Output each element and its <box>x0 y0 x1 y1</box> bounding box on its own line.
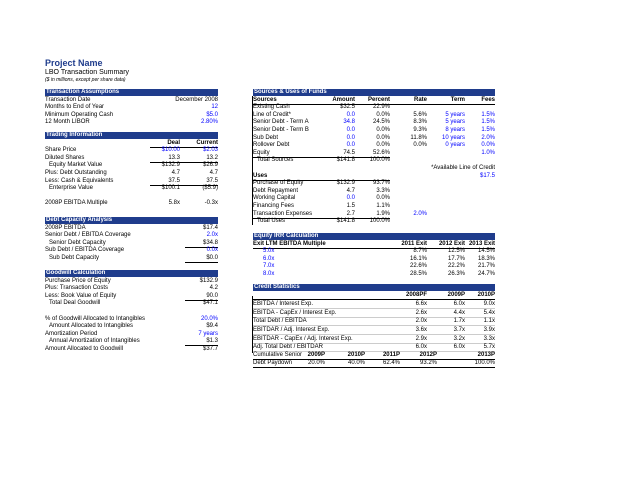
irr-year-header: 2012 Exit <box>438 240 465 247</box>
source-percent: 24.5% <box>372 119 390 126</box>
section-header-equity-irr: Equity IRR Calculation <box>253 233 495 240</box>
irr-value: 28.5% <box>409 271 427 277</box>
source-rate <box>400 150 427 157</box>
irr-year-header: 2013 Exit <box>468 240 495 247</box>
source-percent: 52.6% <box>372 149 390 156</box>
su-col-fees: Fees <box>481 96 495 103</box>
cs-year-header: 2009P <box>447 291 465 298</box>
source-term: 10 years <box>441 134 465 141</box>
ti-row-label: Diluted Shares <box>45 154 85 161</box>
use-extra <box>400 188 427 195</box>
source-term: 5 years <box>445 111 465 118</box>
ti-row-label: Equity Market Value <box>49 162 103 169</box>
cum-value: 40.0% <box>347 359 365 366</box>
use-amount: 1.5 <box>346 203 355 209</box>
use-label: Purchase of Equity <box>253 180 304 187</box>
dc-row-value: 2.0x <box>206 232 218 239</box>
divider <box>185 262 218 263</box>
source-term: 5 years <box>445 119 465 126</box>
section-header-trading-information: Trading Information <box>45 132 218 139</box>
source-percent: 22.9% <box>372 104 390 111</box>
irr-multiple: 6.0x <box>263 255 275 262</box>
cs-value: 6.0x <box>453 301 465 308</box>
cum-label-2: Debt Paydown <box>253 359 293 366</box>
gw-row-label: % of Goodwill Allocated to Intangibles <box>45 315 146 322</box>
su-col-amount: Amount <box>332 96 355 103</box>
cs-value: 2.0x <box>415 318 427 325</box>
uses-label: Uses <box>253 172 268 179</box>
gw-row-value: $37.7 <box>202 346 218 352</box>
source-rate: 8.3% <box>413 119 427 126</box>
source-label: Existing Cash <box>253 104 290 111</box>
cs-value: 6.0x <box>453 344 465 351</box>
ta-row-value: 2.80% <box>200 119 218 126</box>
source-amount: $32.5 <box>339 104 355 111</box>
total-sources-amount: $141.8 <box>336 157 355 164</box>
source-amount: 0.0 <box>346 134 355 141</box>
use-label: Transaction Expenses <box>253 210 313 217</box>
ti-row-current: 4.7 <box>209 170 218 176</box>
irr-col-label: Exit LTM EBITDA Multiple <box>253 240 326 247</box>
source-fees: 1.5% <box>481 111 495 118</box>
cs-value: 4.4x <box>453 309 465 316</box>
ti-row-label: Plus: Debt Outstanding <box>45 170 107 176</box>
gw-row-label: Amortization Period <box>45 330 98 337</box>
cs-value: 3.7x <box>453 327 465 333</box>
cum-label-1: Cumulative Senior <box>253 352 303 358</box>
ti-row-current: $2.03 <box>202 147 218 154</box>
units-note: ($ in millions, except per share data) <box>45 77 126 83</box>
ti-row-deal: $10.00 <box>161 147 180 154</box>
use-label: Working Capital <box>253 195 296 202</box>
ti-row-current: -0.3x <box>204 200 218 207</box>
irr-value: 14.5% <box>477 248 495 255</box>
cum-value: 20.0% <box>307 359 325 366</box>
cs-row-label: EBITDAR / Adj. Interest Exp. <box>253 327 330 333</box>
use-label: Debt Repayment <box>253 187 299 194</box>
source-term: 8 years <box>445 127 465 133</box>
section-header-credit-statistics: Credit Statistics <box>253 284 495 291</box>
total-uses-label: Total Uses <box>257 218 286 225</box>
irr-value: 24.7% <box>477 271 495 277</box>
source-label: Senior Debt - Term B <box>253 127 309 133</box>
irr-multiple: 7.0x <box>263 263 275 270</box>
project-title: Project Name <box>45 58 103 68</box>
su-col-percent: Percent <box>367 96 390 103</box>
dc-row-value: $17.4 <box>202 224 218 231</box>
irr-value: 21.7% <box>477 263 495 270</box>
cs-value: 5.4x <box>483 309 495 316</box>
table-border <box>252 296 253 353</box>
cs-row-label: EBITDAR - CapEx / Adj. Interest Exp. <box>253 335 353 342</box>
ta-row-label: 12 Month LIBOR <box>45 119 90 126</box>
ti-row-label: 2008P EBITDA Multiple <box>45 200 108 207</box>
gw-row-value: $47.1 <box>202 300 218 307</box>
cs-value: 5.7x <box>483 344 495 351</box>
irr-value: 22.6% <box>409 263 427 270</box>
ti-row-deal: $100.1 <box>161 185 180 192</box>
source-fees: 0.0% <box>481 142 495 149</box>
gw-row-label: Purchase Price of Equity <box>45 277 111 284</box>
cs-year-header: 2010P <box>477 291 495 298</box>
use-extra <box>400 180 427 187</box>
irr-value: 12.5% <box>447 248 465 255</box>
source-fees <box>470 104 495 111</box>
ti-row-deal: 37.5 <box>168 177 180 184</box>
dc-row-label: 2008P EBITDA <box>45 224 86 231</box>
cs-value: 9.0x <box>483 301 495 308</box>
ti-row-current: 13.2 <box>206 154 218 161</box>
gw-row-value: 4.2 <box>209 285 218 292</box>
total-uses-percent: 100.0% <box>369 218 390 225</box>
ti-row-current: 37.5 <box>206 177 218 184</box>
use-extra <box>400 203 427 210</box>
ti-row-current: $26.9 <box>202 162 218 169</box>
source-rate: 0.0% <box>413 142 427 149</box>
page-subtitle: LBO Transaction Summary <box>45 69 130 76</box>
gw-row-label: Total Deal Goodwill <box>49 300 101 307</box>
ti-row-deal: 13.3 <box>168 154 180 161</box>
dc-row-label: Senior Debt Capacity <box>49 239 106 246</box>
ti-row-deal: $132.9 <box>161 162 180 169</box>
dc-row-value: 0.0x <box>206 247 218 254</box>
irr-value: 26.3% <box>447 271 465 277</box>
source-fees: 1.5% <box>481 119 495 126</box>
divider <box>253 367 495 368</box>
ti-row-deal: 4.7 <box>171 170 180 176</box>
total-sources-percent: 100.0% <box>369 157 390 164</box>
divider <box>253 299 495 300</box>
cs-value: 3.9x <box>483 327 495 333</box>
ti-row-label: Less: Cash & Equivalents <box>45 177 114 184</box>
cs-row-label: Adj. Total Debt / EBITDAR <box>253 344 323 351</box>
table-border <box>252 96 253 225</box>
use-extra: 2.0% <box>413 210 427 217</box>
irr-year-header: 2011 Exit <box>401 240 427 247</box>
total-uses-amount: $141.8 <box>336 218 355 225</box>
su-col-sources: Sources <box>253 96 277 103</box>
section-header-debt-capacity: Debt Capacity Analysis <box>45 217 218 224</box>
ti-col-current: Current <box>196 139 218 146</box>
source-term: 0 years <box>445 142 465 149</box>
use-extra <box>400 195 427 202</box>
use-amount: 4.7 <box>346 187 355 194</box>
source-rate <box>400 104 427 111</box>
ti-row-label: Enterprise Value <box>49 185 93 192</box>
source-rate: 9.3% <box>413 127 427 133</box>
source-amount: 34.8 <box>343 119 355 126</box>
cum-year-header: 2011P <box>382 352 400 358</box>
source-amount: 0.0 <box>346 111 355 118</box>
su-col-term: Term <box>450 96 465 103</box>
use-percent: 3.3% <box>376 187 390 194</box>
gw-row-value: 90.0 <box>206 292 218 299</box>
ta-row-label: Minimum Operating Cash <box>45 111 114 118</box>
cs-row-label: Total Debt / EBITDA <box>253 318 307 325</box>
ti-row-deal: 5.8x <box>168 200 180 207</box>
cs-row-label: EBITDA - CapEx / Interest Exp. <box>253 309 337 316</box>
cum-year-header: 2012P <box>419 352 437 358</box>
cum-value: 62.4% <box>382 359 400 366</box>
su-col-rate: Rate <box>413 96 427 103</box>
ta-row-label: Transaction Date <box>45 96 91 103</box>
irr-multiple: 5.0x <box>263 248 275 255</box>
gw-row-label: Plus: Transaction Costs <box>45 285 109 292</box>
irr-value: 18.3% <box>477 255 495 262</box>
cs-value: 1.1x <box>483 318 495 325</box>
ta-row-label: Months to End of Year <box>45 104 105 111</box>
use-percent: 93.7% <box>372 180 390 187</box>
gw-row-value: $9.4 <box>206 323 218 330</box>
source-term <box>435 104 465 111</box>
cs-value: 3.6x <box>415 327 427 333</box>
cs-value: 3.2x <box>453 335 465 342</box>
cs-value: 6.0x <box>415 344 427 351</box>
source-amount: 0.0 <box>346 127 355 133</box>
source-label: Line of Credit* <box>253 111 292 118</box>
use-percent: 1.9% <box>376 210 390 217</box>
use-percent: 1.1% <box>376 203 390 209</box>
irr-multiple: 8.0x <box>263 271 275 277</box>
cum-year-header: 2013P <box>477 352 495 358</box>
dc-row-label: Sub Debt / EBITDA Coverage <box>45 247 125 254</box>
ti-row-label: Share Price <box>45 147 77 154</box>
source-rate: 11.8% <box>410 134 427 141</box>
ti-row-current: ($5.9) <box>202 185 218 192</box>
use-amount: 2.7 <box>346 210 355 217</box>
source-percent: 0.0% <box>376 142 390 149</box>
gw-row-label: Amount Allocated to Intangibles <box>49 323 134 330</box>
gw-row-value: $1.3 <box>206 338 218 345</box>
cum-year-header: 2009P <box>307 352 325 358</box>
source-fees: 1.0% <box>481 149 495 156</box>
gw-row-value: $132.9 <box>199 277 218 284</box>
source-percent: 0.0% <box>376 134 390 141</box>
ta-row-value: $5.0 <box>206 111 218 118</box>
gw-row-label: Less: Book Value of Equity <box>45 292 117 299</box>
gw-row-label: Annual Amortization of Intangibles <box>49 338 140 345</box>
source-fees: 2.0% <box>481 134 495 141</box>
gw-row-value: 7 years <box>198 330 218 337</box>
dc-row-value: $34.8 <box>202 239 218 246</box>
source-label: Rollover Debt <box>253 142 290 149</box>
cs-value: 3.3x <box>483 335 495 342</box>
loc-note: *Available Line of Credit <box>431 165 495 171</box>
section-header-sources-uses: Sources & Uses of Funds <box>253 89 495 96</box>
irr-value: 8.7% <box>413 248 427 255</box>
ti-col-deal: Deal <box>167 139 180 146</box>
irr-value: 17.7% <box>447 255 465 262</box>
irr-value: 22.2% <box>447 263 465 270</box>
dc-row-label: Sub Debt Capacity <box>49 255 100 261</box>
use-amount: $132.9 <box>336 180 355 187</box>
section-header-transaction-assumptions: Transaction Assumptions <box>45 89 218 96</box>
cs-row-label: EBITDA / Interest Exp. <box>253 301 314 308</box>
ta-row-value: December 2008 <box>175 96 218 103</box>
source-percent: 0.0% <box>376 111 390 118</box>
total-sources-label: Total Sources <box>257 157 294 164</box>
gw-row-value: 20.0% <box>200 315 218 322</box>
section-header-goodwill: Goodwill Calculation <box>45 270 218 277</box>
dc-row-value: $0.0 <box>206 255 218 261</box>
cum-year-header: 2010P <box>347 352 365 358</box>
cs-year-header: 2008PF <box>405 291 427 298</box>
cs-value: 2.6x <box>415 309 427 316</box>
source-rate: 5.6% <box>413 111 427 118</box>
use-label: Financing Fees <box>253 203 295 209</box>
source-amount: 74.5 <box>343 149 355 156</box>
use-amount: 0.0 <box>346 195 355 202</box>
cs-value: 6.6x <box>415 301 427 308</box>
gw-row-label: Amount Allocated to Goodwill <box>45 346 124 352</box>
source-fees: 1.5% <box>481 127 495 133</box>
source-percent: 0.0% <box>376 127 390 133</box>
use-percent: 0.0% <box>376 195 390 202</box>
cum-value: 100.0% <box>474 359 495 366</box>
source-label: Senior Debt - Term A <box>253 119 309 126</box>
cum-value: 93.2% <box>419 359 437 366</box>
cs-value: 1.7x <box>453 318 465 325</box>
source-amount: 0.0 <box>346 142 355 149</box>
cs-value: 2.9x <box>415 335 427 342</box>
source-label: Sub Debt <box>253 134 279 141</box>
dc-row-label: Senior Debt / EBITDA Coverage <box>45 232 131 239</box>
source-term <box>435 150 465 157</box>
source-label: Equity <box>253 149 270 156</box>
irr-value: 16.1% <box>409 255 427 262</box>
ta-row-value: 12 <box>211 104 218 111</box>
loc-value: $17.5 <box>479 172 495 179</box>
